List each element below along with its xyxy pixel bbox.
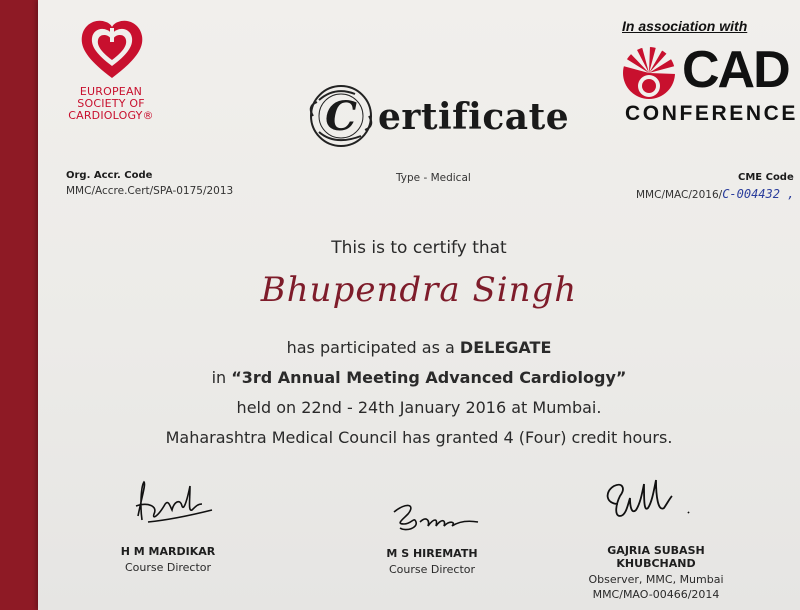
held-line: held on 22nd - 24th January 2016 at Mumbai.	[236, 398, 602, 417]
participation-prefix: has participated as a	[286, 338, 460, 357]
svg-text:C: C	[325, 93, 357, 140]
signatory-role: Course Director	[124, 561, 212, 574]
recipient-name: Bhupendra Singh	[260, 270, 578, 310]
esc-line-1: EUROPEAN	[79, 85, 143, 98]
cad-wordmark: CAD	[682, 41, 789, 99]
participant-role: DELEGATE	[459, 338, 552, 357]
type-label: Type - Medical	[396, 172, 471, 184]
cme-code-label: CME Code	[738, 172, 794, 183]
signatory-role: Course Director	[388, 563, 476, 576]
certificate-ornate-initial	[305, 80, 377, 152]
signatory-name: M S HIREMATH	[386, 547, 478, 560]
certificate-title: ertificate	[378, 96, 570, 138]
event-prefix: in	[211, 368, 232, 387]
esc-line-2: SOCIETY OF	[77, 97, 145, 110]
org-accr-label: Org. Accr. Code	[66, 170, 153, 181]
esc-heart-logo	[78, 16, 146, 84]
signatory-registration: MMC/MAO-00466/2014	[592, 588, 720, 601]
participation-line	[38, 338, 800, 357]
org-accr-value: MMC/Accre.Cert/SPA-0175/2013	[66, 185, 234, 197]
cad-fan-logo-icon	[620, 46, 678, 100]
cme-code-handwritten: C-004432 ,	[722, 187, 795, 201]
esc-logo-text	[56, 86, 166, 122]
event-name: “3rd Annual Meeting Advanced Cardiology”	[231, 368, 627, 387]
cme-code-printed: MMC/MAC/2016/	[636, 189, 723, 201]
signature-hiremath	[386, 498, 486, 540]
association-label: In association with	[622, 18, 748, 34]
esc-line-3: CARDIOLOGY®	[68, 109, 154, 122]
signatory-name: H M MARDIKAR	[120, 545, 216, 558]
signatory-block-1	[108, 545, 228, 574]
cme-code-value	[636, 187, 794, 201]
signatory-block-3	[566, 544, 746, 601]
signatory-role: Observer, MMC, Mumbai	[588, 573, 724, 586]
signature-mardikar	[128, 476, 218, 532]
credit-line: Maharashtra Medical Council has granted 4 (Four) credit hours.	[165, 428, 673, 447]
signature-khubchand	[600, 474, 700, 534]
signatory-name: GAJRIA SUBASH KHUBCHAND	[607, 544, 705, 570]
event-line	[38, 368, 800, 387]
signatory-block-2	[372, 547, 492, 576]
certify-line: This is to certify that	[331, 238, 507, 258]
conference-wordmark: CONFERENCE	[625, 102, 799, 125]
